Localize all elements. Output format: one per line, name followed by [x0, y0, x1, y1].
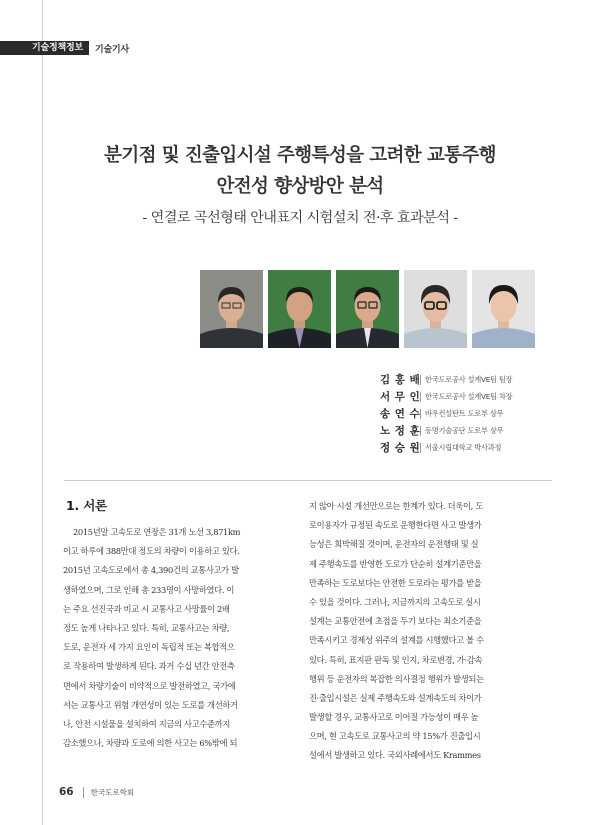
author-entry: [380, 388, 512, 405]
author-affiliation: 서울시립대학교 박사과정: [425, 442, 502, 452]
body-line: 진·출입시설은 실제 주행속도와 설계속도의 차이가: [309, 692, 482, 703]
body-line: 설계는 교통안전에 초점을 두기 보다는 최소기준을: [309, 616, 482, 627]
body-column-right: [309, 497, 545, 766]
body-line: 감소했으나, 차량과 도로에 의한 사고는 6%밖에 되: [63, 738, 238, 749]
body-line: 으며, 현 고속도로 교통사고의 약 15%가 진출입시: [309, 731, 481, 742]
body-line: 도로, 운전자 세 가지 요인이 독립적 또는 복합적으: [63, 642, 235, 653]
body-line: 2015년말 고속도로 연장은 31개 노선 3,871km: [73, 527, 241, 537]
body-line: 있다. 특히, 표지판 판독 및 인지, 차로변경, 가·감속: [309, 654, 483, 665]
author-separator: [420, 426, 421, 436]
body-line: 만족하는 도로보다는 안전한 도로라는 평가를 받을: [309, 577, 482, 588]
author-affiliation: 한국도로공사 설계VE팀 차장: [425, 391, 513, 401]
page-number: 66: [59, 786, 74, 798]
publisher-name: 한국도로학회: [90, 787, 135, 797]
author-separator: [420, 392, 421, 402]
header-section: 기술기사: [94, 44, 129, 55]
body-line: 능성은 희박해질 것이며, 운전자의 운전행태 및 실: [309, 539, 479, 550]
body-line: 는 주요 선진국과 비교 시 교통사고 사망률이 2배: [63, 603, 230, 614]
footer-separator: [83, 787, 84, 798]
body-line: 서는 교통사고 위험 개연성이 있는 도로를 개선하거: [63, 699, 238, 710]
author-affiliation: 한국도로공사 설계VE팀 팀장: [425, 374, 513, 384]
body-line: 지 않아 시설 개선만으로는 한계가 있다. 더욱이, 도: [309, 501, 483, 511]
author-entry: [380, 422, 512, 439]
body-column-left: [63, 523, 299, 753]
body-line: 제 주행속도를 반영한 도로가 단순히 설계기준만을: [309, 558, 482, 569]
page-footer: [59, 786, 134, 798]
body-line: 로 작용하여 발생하게 된다. 과거 수십 년간 안전측: [63, 661, 235, 672]
body-line: 정도 높게 나타나고 있다. 특히, 교통사고는 차량,: [63, 622, 230, 633]
body-line: 로이용자가 규정된 속도로 운행한다면 사고 발생가: [309, 520, 482, 531]
author-entry: [380, 439, 512, 456]
author-list: [380, 371, 512, 456]
body-line: 2015년 고속도로에서 총 4,390건의 교통사고가 발: [63, 565, 239, 576]
body-line: 설에서 발생하고 있다. 국외사례에서도 Krammes: [309, 750, 481, 761]
author-photo-4: [404, 270, 467, 348]
author-entry: [380, 405, 512, 422]
article-subtitle: - 연결로 곡선형태 안내표지 시험설치 전·후 효과분석 -: [142, 210, 458, 226]
author-affiliation: 동명기술공단 도로부 상무: [425, 425, 504, 435]
body-line: 만족시키고 경제성 위주의 설계를 시행했다고 볼 수: [309, 635, 484, 646]
author-separator: [420, 375, 421, 385]
article-title-line1: 분기점 및 진출입시설 주행특성을 고려한 교통주행: [104, 145, 496, 166]
author-name: 노 정 훈: [380, 425, 421, 437]
body-line: 면에서 차량기술이 비약적으로 발전하였고, 국가에: [63, 680, 236, 691]
author-separator: [420, 443, 421, 453]
author-photos: [200, 270, 535, 348]
margin-rule: [42, 0, 43, 825]
author-photo-5: [472, 270, 535, 348]
author-photo-3: [336, 270, 399, 348]
article-title-line2: 안전성 향상방안 분석: [216, 176, 384, 197]
author-name: 정 승 원: [380, 442, 421, 454]
author-name: 서 무 인: [380, 391, 421, 403]
author-photo-1: [200, 270, 263, 348]
body-line: 나, 안전 시설물을 설치하여 지금의 사고수준까지: [63, 718, 231, 729]
author-name: 김 홍 배: [380, 374, 421, 386]
header-category: 기술정책정보: [0, 41, 89, 55]
body-line: 생하였으며, 그로 인해 총 233명이 사망하였다. 이: [63, 584, 235, 595]
author-photo-2: [268, 270, 331, 348]
page-header: [0, 41, 129, 55]
body-line: 수 있을 것이다. 그러나, 지금까지의 고속도로 실시: [309, 596, 481, 607]
section-divider: [64, 480, 552, 481]
author-affiliation: 바우컨설탄트 도로부 상무: [425, 408, 504, 418]
author-entry: [380, 371, 512, 388]
body-line: 발생할 경우, 교통사고로 이어질 가능성이 매우 높: [309, 712, 479, 723]
body-line: 행위 등 운전자의 복잡한 의사결정 행위가 발생되는: [309, 673, 484, 684]
body-line: 이고 하루에 388만대 정도의 차량이 이용하고 있다.: [63, 546, 240, 557]
author-name: 송 연 수: [380, 408, 421, 420]
author-separator: [420, 409, 421, 419]
section-heading: 1. 서론: [66, 498, 107, 513]
